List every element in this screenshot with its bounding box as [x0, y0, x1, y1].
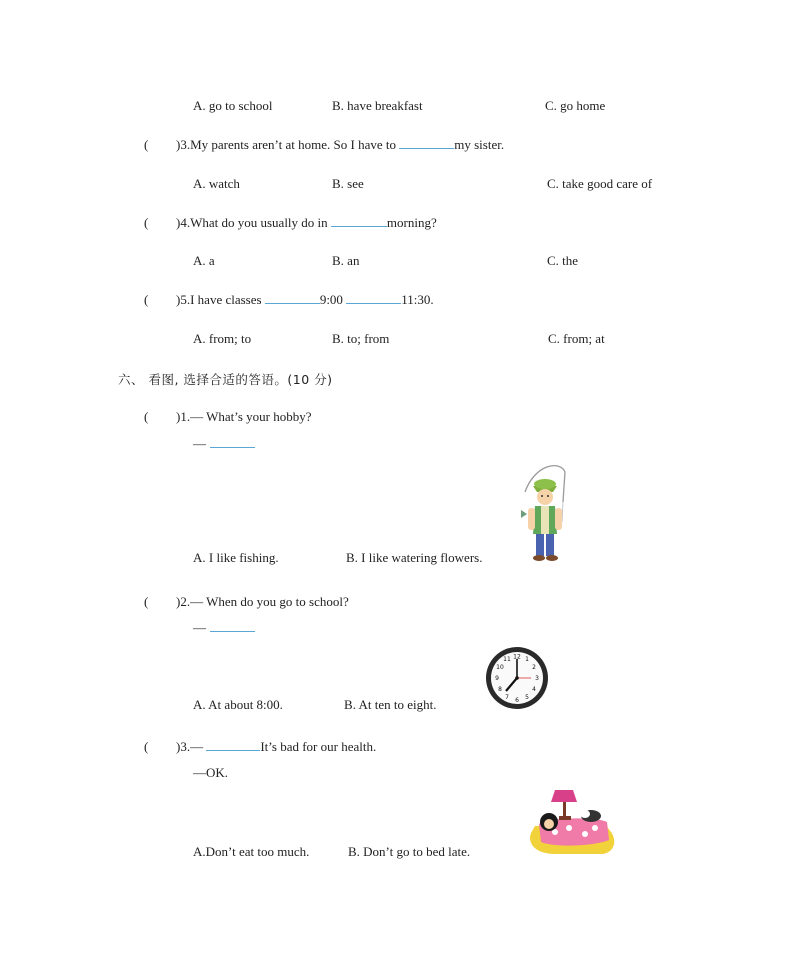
clock-number: 12	[513, 653, 521, 661]
bed-lamp-image	[525, 788, 617, 858]
q4-option-c[interactable]: C. the	[547, 253, 579, 268]
answer-paren-open: (	[144, 409, 149, 424]
answer-line: —	[193, 620, 255, 636]
question-text: )3.My parents aren’t at home. So I have to my sister.	[176, 137, 505, 152]
answer-paren-open: (	[144, 594, 149, 609]
q5-option-c[interactable]: C. from; at	[548, 331, 605, 346]
fill-blank[interactable]	[210, 620, 255, 632]
fill-blank[interactable]	[206, 739, 260, 751]
answer-line: —	[193, 436, 255, 452]
question-text: )4.What do you usually do in morning?	[176, 215, 437, 230]
clock-number: 10	[496, 664, 504, 671]
p6q3-option-b[interactable]: B. Don’t go to bed late.	[348, 844, 471, 859]
q4-option-a[interactable]: A. a	[193, 253, 215, 268]
fill-blank[interactable]	[210, 436, 255, 448]
answer-paren-open: (	[144, 215, 149, 230]
reply-line: —OK.	[193, 765, 229, 780]
clock-number: 11	[503, 656, 511, 663]
p6q2-option-a[interactable]: A. At about 8:00.	[193, 697, 283, 712]
clock-number: 2	[532, 664, 536, 671]
question-text: )2.— When do you go to school?	[176, 594, 349, 609]
fill-blank[interactable]	[399, 137, 454, 149]
clock-image	[485, 646, 549, 710]
q3-option-a[interactable]: A. watch	[193, 176, 240, 191]
p6q1-option-a[interactable]: A. I like fishing.	[193, 550, 279, 565]
q2-option-b[interactable]: B. have breakfast	[332, 98, 423, 113]
q2-option-a[interactable]: A. go to school	[193, 98, 273, 113]
clock-number: 8	[498, 686, 502, 693]
clock-number: 9	[495, 675, 499, 682]
q3-option-b[interactable]: B. see	[332, 176, 364, 191]
fishing-boy-image	[515, 462, 575, 564]
question-text: )1.— What’s your hobby?	[176, 409, 312, 424]
fill-blank[interactable]	[265, 292, 320, 304]
q3-option-c[interactable]: C. take good care of	[547, 176, 653, 191]
q2-option-c[interactable]: C. go home	[545, 98, 606, 113]
clock-number: 3	[535, 675, 539, 682]
clock-number: 6	[515, 697, 519, 704]
answer-paren-open: (	[144, 739, 149, 754]
section-heading: 六、 看图, 选择合适的答语。(10 分)	[118, 372, 333, 387]
q4-option-b[interactable]: B. an	[332, 253, 360, 268]
clock-number: 7	[505, 694, 509, 701]
question-text: )3.— It’s bad for our health.	[176, 739, 377, 754]
answer-paren-open: (	[144, 292, 149, 307]
q5-option-a[interactable]: A. from; to	[193, 331, 252, 346]
clock-number: 4	[532, 686, 536, 693]
p6q1-option-b[interactable]: B. I like watering flowers.	[346, 550, 483, 565]
fill-blank[interactable]	[346, 292, 401, 304]
fill-blank[interactable]	[331, 215, 387, 227]
q5-option-b[interactable]: B. to; from	[332, 331, 390, 346]
clock-number: 1	[525, 656, 529, 663]
p6q2-option-b[interactable]: B. At ten to eight.	[344, 697, 437, 712]
question-text: )5.I have classes 9:00 11:30.	[176, 292, 434, 307]
answer-paren-open: (	[144, 137, 149, 152]
clock-number: 5	[525, 694, 529, 701]
p6q3-option-a[interactable]: A.Don’t eat too much.	[193, 844, 310, 859]
